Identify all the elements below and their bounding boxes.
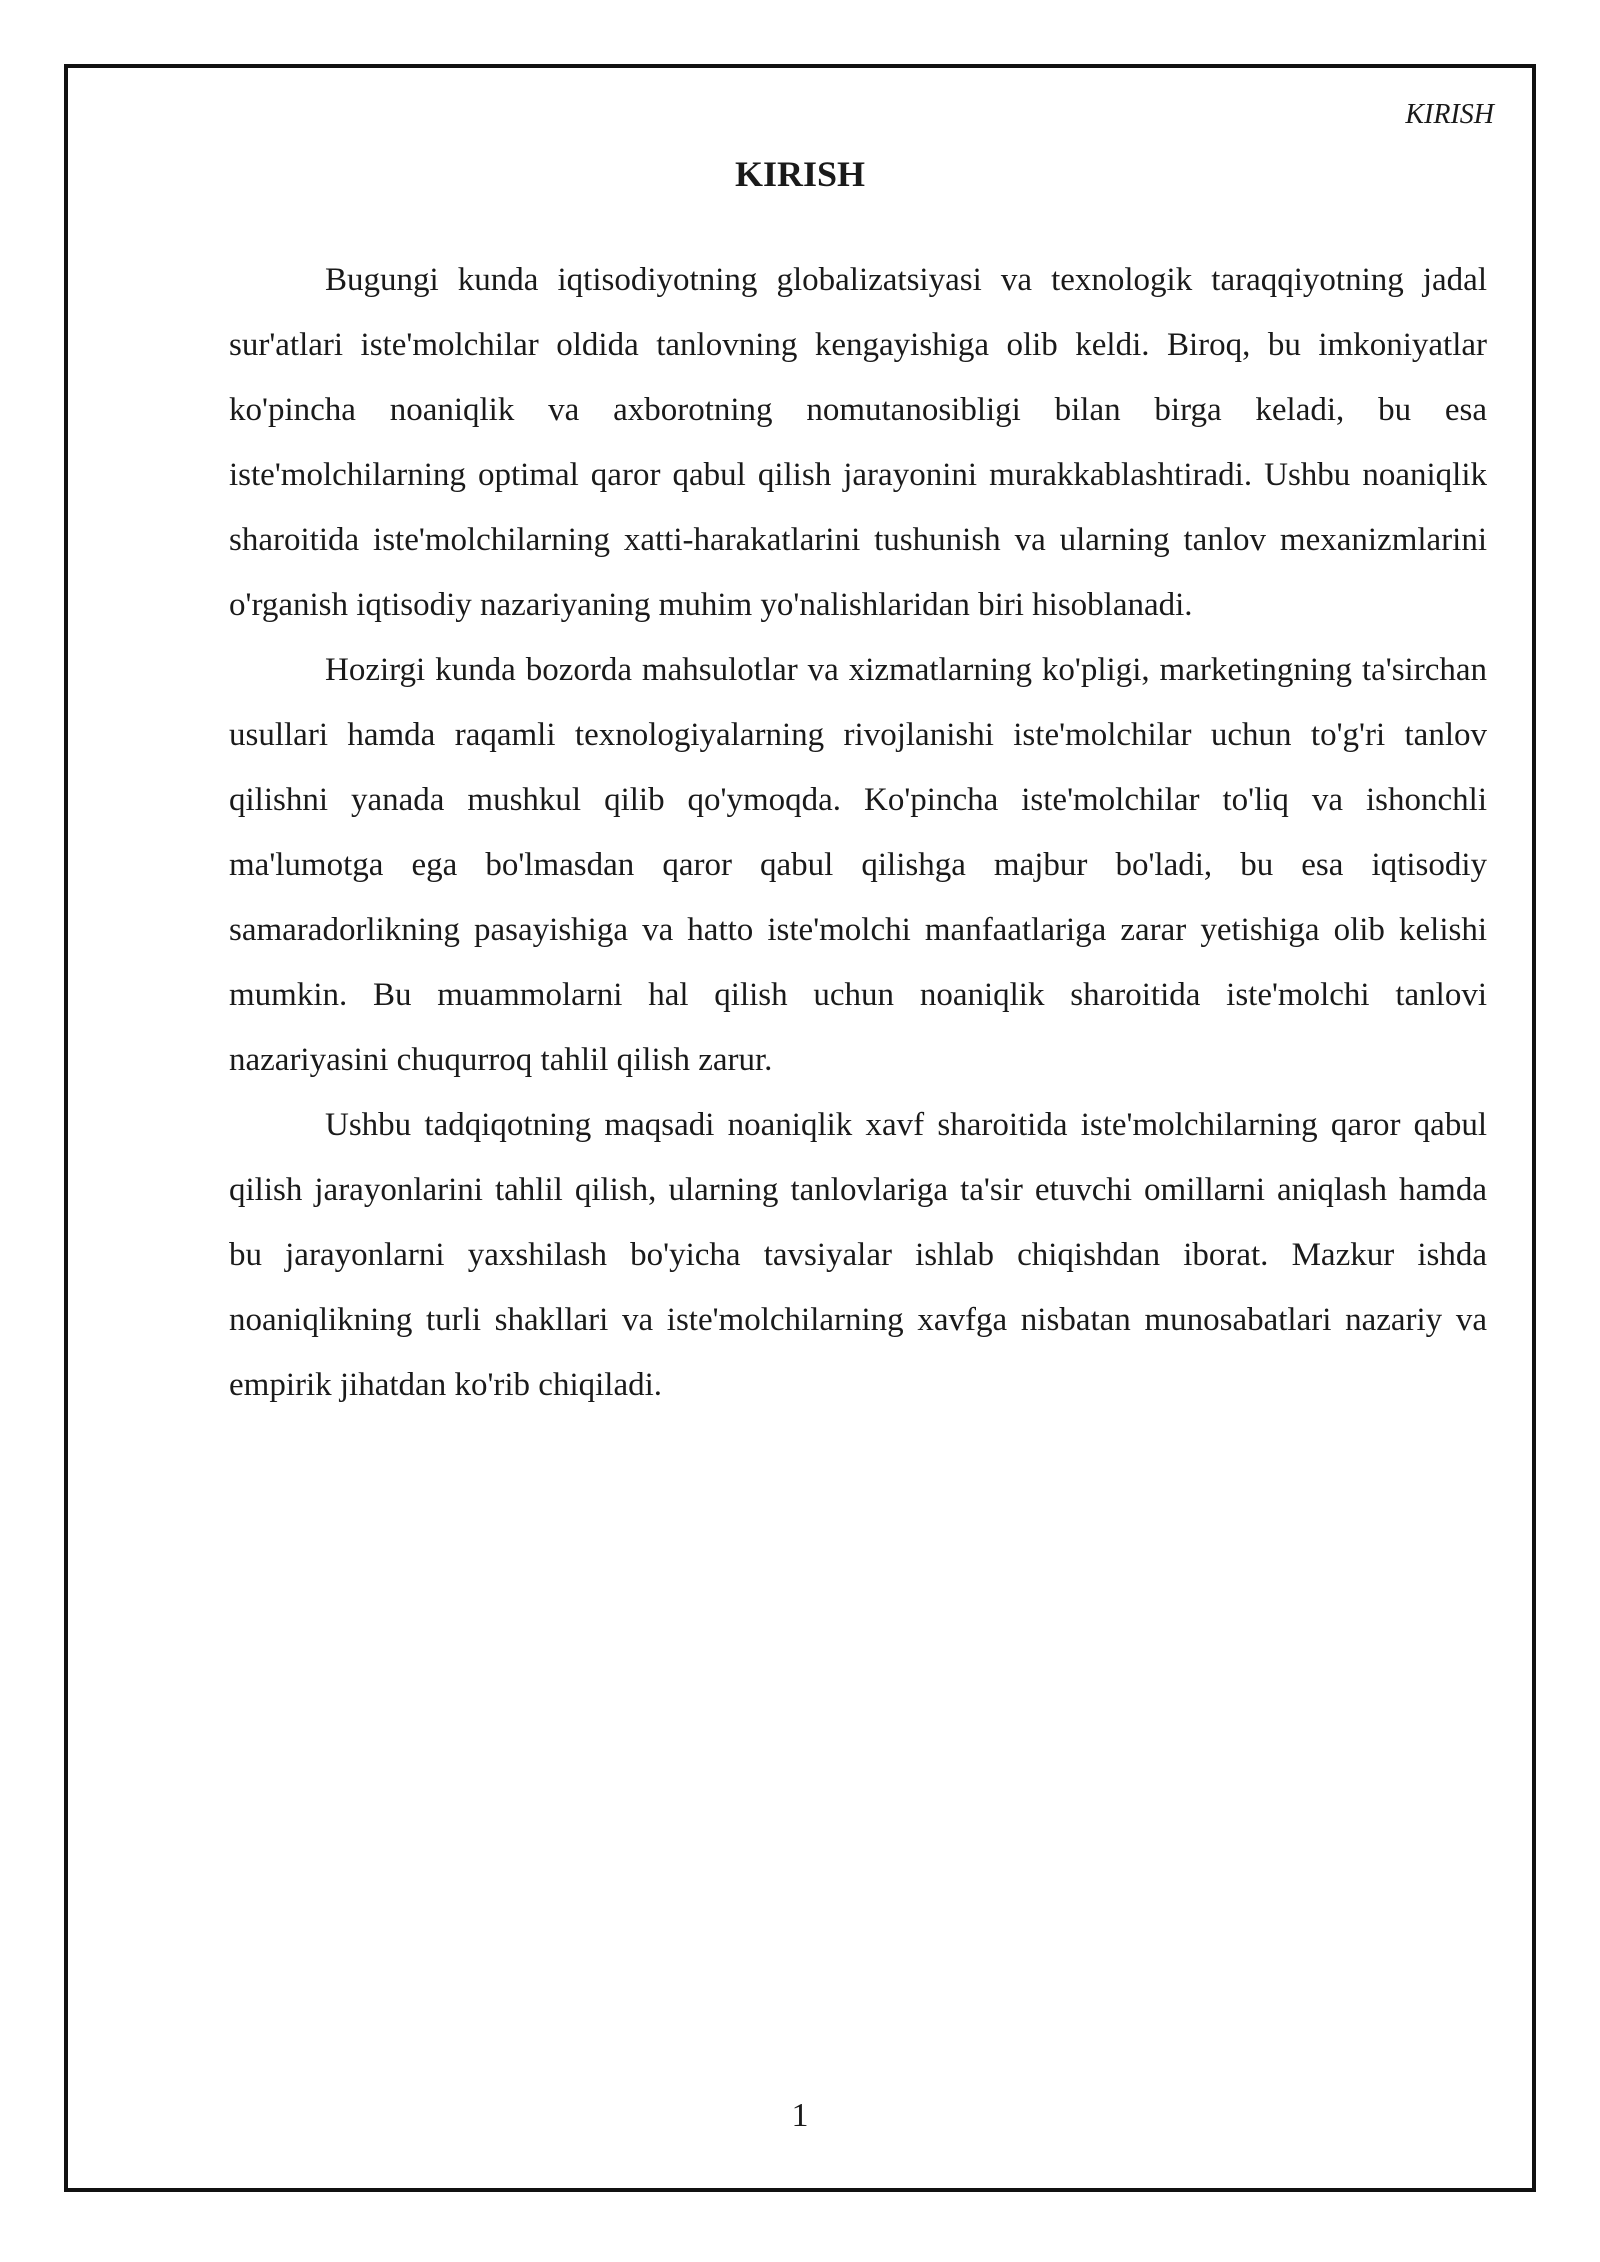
running-header: KIRISH bbox=[1405, 99, 1494, 130]
paragraph-2: Hozirgi kunda bozorda mahsulotlar va xizmatlarning ko'pligi, marketingning ta'sirchan usullari hamda raqamli texnologiyalarning rivojlanishi iste'molchilar uchun to'g'ri tanlov qilishni yanada mushkul qilib qo'ymoqda. Ko'pincha iste'molchilar to'liq va ishonchli ma'lumotga ega bo'lmasdan qaror qabul qilishga majbur bo'ladi, bu esa iqtisodiy samaradorlikning pasayishiga va hatto iste'molchi manfaatlariga zarar yetishiga olib kelishi mumkin. Bu muammolarni hal qilish uchun noaniqlik sharoitida iste'molchi tanlovi nazariyasini chuqurroq tahlil qilish zarur. bbox=[229, 652, 1487, 1078]
page-number: 1 bbox=[791, 2097, 809, 2134]
paragraph-3: Ushbu tadqiqotning maqsadi noaniqlik xavf sharoitida iste'molchilarning qaror qabul qilish jarayonlarini tahlil qilish, ularning tanlovlariga ta'sir etuvchi omillarni aniqlash hamda bu jarayonlarni yaxshilash bo'yicha tavsiyalar ishlab chiqishdan iborat. Mazkur ishda noaniqlikning turli shakllari va iste'molchilarning xavfga nisbatan munosabatlari nazariy va empirik jihatdan ko'rib chiqiladi. bbox=[229, 1107, 1487, 1403]
section-title: KIRISH bbox=[734, 154, 866, 194]
body-text bbox=[229, 248, 1487, 1418]
paragraph-1: Bugungi kunda iqtisodiyotning globalizatsiyasi va texnologik taraqqiyotning jadal sur'atlari iste'molchilar oldida tanlovning kengayishiga olib keldi. Biroq, bu imkoniyatlar ko'pincha noaniqlik va axborotning nomutanosibligi bilan birga keladi, bu esa iste'molchilarning optimal qaror qabul qilish jarayonini murakkablashtiradi. Ushbu noaniqlik sharoitida iste'molchilarning xatti-harakatlarini tushunish va ularning tanlov mexanizmlarini o'rganish iqtisodiy nazariyaning muhim yo'nalishlaridan biri hisoblanadi. bbox=[229, 262, 1487, 623]
